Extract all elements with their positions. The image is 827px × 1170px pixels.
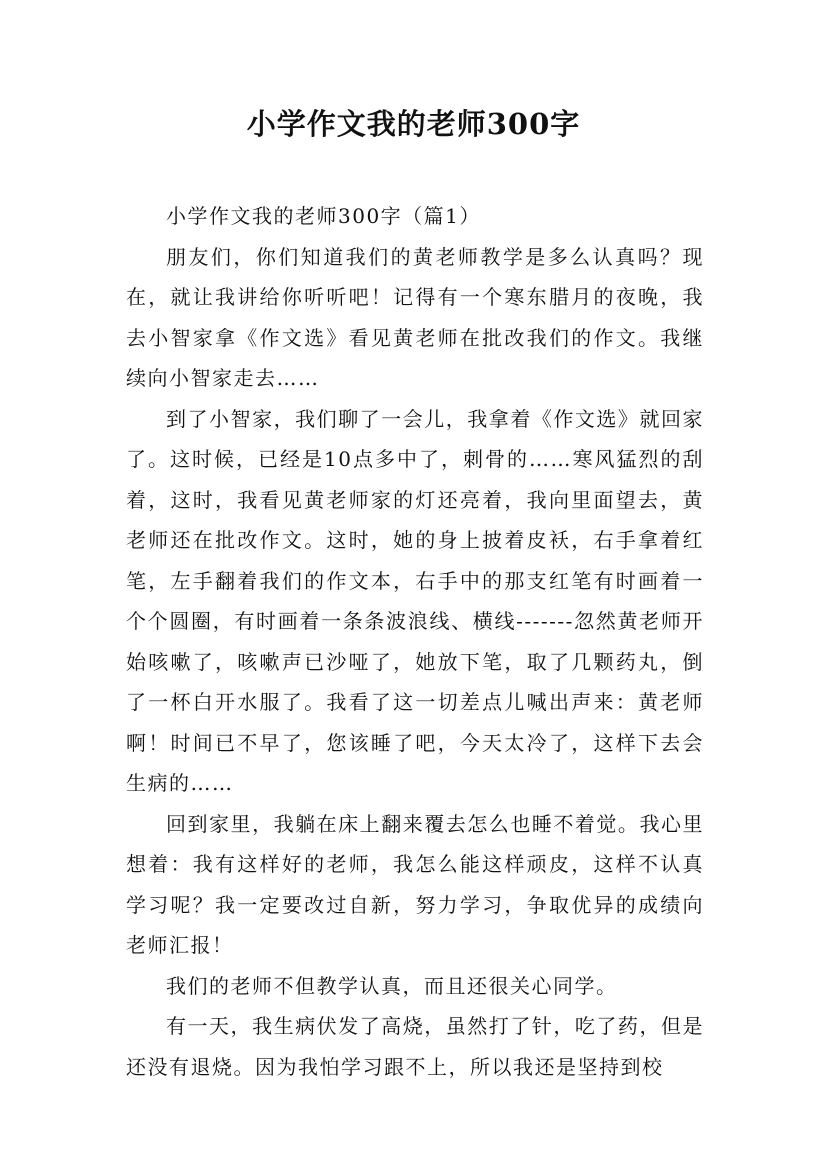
document-body <box>126 196 704 1087</box>
document-title: 小学作文我的老师300字 <box>246 107 581 141</box>
paragraph: 有一天，我生病伏发了高烧，虽然打了针，吃了药，但是还没有退烧。因为我怕学习跟不上，所以我还是坚持到校 <box>126 1014 704 1079</box>
paragraph: 到了小智家，我们聊了一会儿，我拿着《作文选》就回家了。这时候，已经是10点多中了，刺骨的……寒风猛烈的刮着，这时，我看见黄老师家的灯还亮着，我向里面望去，黄老师还在批改作文。这时，她的身上披着皮袄，右手拿着红笔，左手翻着我们的作文本，右手中的那支红笔有时画着一个个圆圈，有时画着一条条波浪线、横线-------忽然黄老师开始咳嗽了，咳嗽声已沙哑了，她放下笔，取了几颗药丸，倒了一杯白开水服了。我看了这一切差点儿喊出声来：黄老师啊！时间已不早了，您该睡了吧，今天太冷了，这样下去会生病的…… <box>126 406 704 795</box>
paragraph: 我们的老师不但教学认真，而且还很关心同学。 <box>166 973 618 998</box>
section-heading: 小学作文我的老师300字（篇1） <box>166 204 481 228</box>
paragraph: 朋友们，你们知道我们的黄老师教学是多么认真吗？现在，就让我讲给你听听吧！记得有一个寒东腊月的夜晚，我去小智家拿《作文选》看见黄老师在批改我们的作文。我继续向小智家走去…… <box>126 244 704 390</box>
paragraph: 回到家里，我躺在床上翻来覆去怎么也睡不着觉。我心里想着：我有这样好的老师，我怎么能这样顽皮，这样不认真学习呢？我一定要改过自新，努力学习，争取优异的成绩向老师汇报！ <box>126 811 704 957</box>
